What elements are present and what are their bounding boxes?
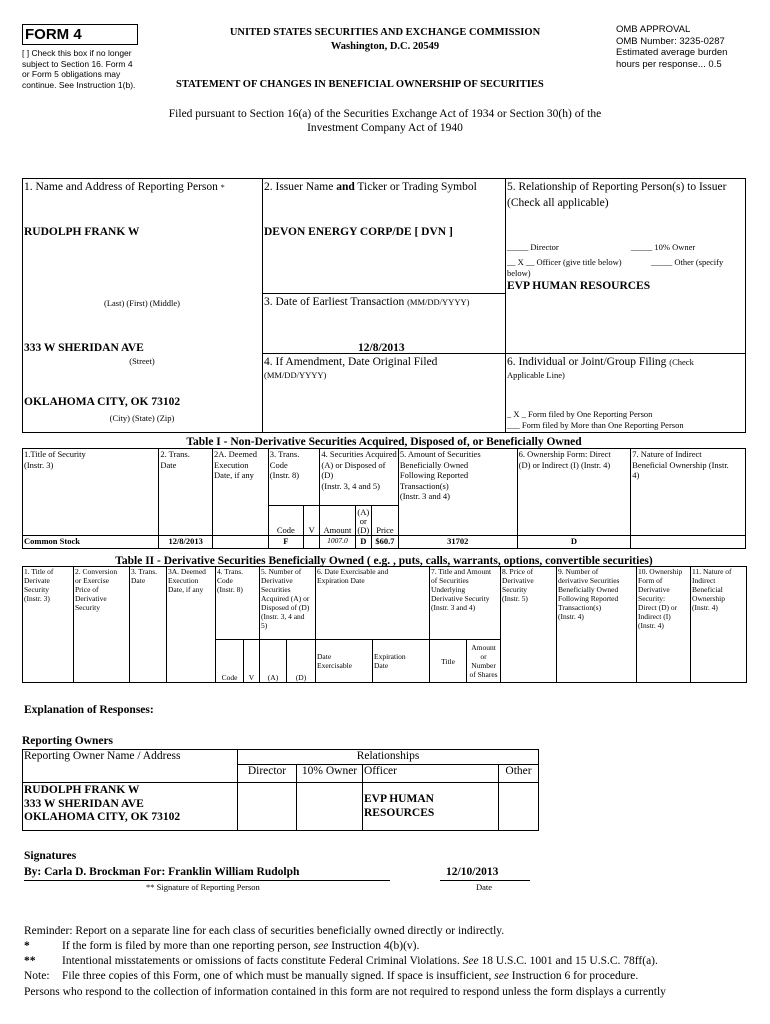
box3-label-small: (MM/DD/YYYY) <box>407 297 470 307</box>
filed-line: Filed pursuant to Section 16(a) of the Securities Exchange Act of 1934 or Section 30(h) of the <box>168 108 602 120</box>
row-amount: 1007.0 <box>320 536 355 549</box>
other-checkbox[interactable]: _____ Other (specify <box>651 257 724 267</box>
more-reporting-persons-option[interactable]: ___ Form filed by More than One Reporting Person <box>507 420 684 430</box>
table1-col-acquired-header: 4. Securities Acquired (A) or Disposed of (D) (Instr. 3, 4 and 5) <box>320 449 398 506</box>
table2-col-price-header: 8. Price of Derivative Security (Instr. 5) <box>501 567 557 683</box>
reporting-owners-heading: Reporting Owners <box>22 735 114 747</box>
box1-label-mark: * <box>220 183 225 192</box>
footer-star-text: If the form is filed by more than one reporting person, see Instruction 4(b)(v). <box>62 940 420 952</box>
signatures-heading: Signatures <box>24 850 77 862</box>
table2-col-date-header: 3. Trans. Date <box>130 567 167 683</box>
table2-sub-v: V <box>244 640 260 683</box>
row-code: F <box>268 536 303 549</box>
footer-note-text: File three copies of this Form, one of which must be manually signed. If space is insufficient, see Instruction 6 for procedure. <box>62 970 639 982</box>
table1-col-ownership-header: 6. Ownership Form: Direct (D) or Indirect (I) (Instr. 4) <box>517 449 631 536</box>
box2-label <box>264 181 504 195</box>
owner-officer: EVP HUMAN RESOURCES <box>363 783 499 831</box>
form-title: FORM 4 <box>25 26 82 43</box>
box3-label-text: 3. Date of Earliest Transaction <box>264 296 405 308</box>
signature-caption: ** Signature of Reporting Person <box>146 882 260 892</box>
box4-label: 4. If Amendment, Date Original Filed <box>264 356 438 368</box>
box1-label-text: 1. Name and Address of Reporting Person <box>24 181 218 193</box>
reporting-person-city: OKLAHOMA CITY, OK 73102 <box>24 396 181 408</box>
table-row <box>23 536 746 549</box>
check-box-note-line: or Form 5 obligations may <box>22 69 121 79</box>
reporting-person-name: RUDOLPH FRANK W <box>24 226 140 238</box>
box3-label <box>264 296 504 310</box>
footer-persons: Persons who respond to the collection of information contained in this form are not required to respond unless the form displays a currently <box>24 986 666 998</box>
reporting-owners-table <box>22 749 539 831</box>
table1-col-date-header: 2. Trans. Date <box>159 449 213 536</box>
box6-label-small-2: Applicable Line) <box>507 370 565 380</box>
issuer-name: DEVON ENERGY CORP/DE [ DVN ] <box>264 226 453 238</box>
row-owned: 31702 <box>398 536 517 549</box>
box2-label-c: Ticker or Trading Symbol <box>354 181 477 193</box>
check-box-note <box>22 48 157 90</box>
table2-col-nature-header: 11. Nature of Indirect Beneficial Ownership (Instr. 4) <box>691 567 747 683</box>
omb-line: Estimated average burden <box>616 47 728 58</box>
owners-col-other: Other <box>499 765 539 783</box>
table1-col-nature-header: 7. Nature of Indirect Beneficial Ownership (Instr. 4) <box>631 449 746 536</box>
box2-label-a: 2. Issuer Name <box>264 181 337 193</box>
table2-col-deemed-header: 3A. Deemed Execution Date, if any <box>167 567 216 683</box>
table2-sub-a: (A) <box>260 640 287 683</box>
table1-col-deemed-header: 2A. Deemed Execution Date, if any <box>213 449 269 536</box>
footer-reminder: Reminder: Report on a separate line for each class of securities beneficially owned directly or indirectly. <box>24 925 505 937</box>
table1-col-code-header: 3. Trans. Code (Instr. 8) <box>268 449 320 506</box>
footer-dstar-text: Intentional misstatements or omissions of facts constitute Federal Criminal Violations. See 18 U.S.C. 1001 and 15 U.S.C. 78ff(a). <box>62 955 658 967</box>
officer-checkbox[interactable]: __ X __ Officer (give title below) <box>507 257 622 267</box>
box1-label <box>24 181 260 195</box>
table2-col-title-header: 1. Title of Derivate Security (Instr. 3) <box>23 567 74 683</box>
box6-label-text: 6. Individual or Joint/Group Filing <box>507 356 667 368</box>
table1-title: Table I - Non-Derivative Securities Acquired, Disposed of, or Beneficially Owned <box>186 436 582 448</box>
statement-title: STATEMENT OF CHANGES IN BENEFICIAL OWNERSHIP OF SECURITIES <box>176 79 544 90</box>
officer-title: EVP HUMAN RESOURCES <box>507 280 651 292</box>
row-price: $60.7 <box>372 536 399 549</box>
row-v <box>303 536 320 549</box>
table2-sub-d: (D) <box>287 640 316 683</box>
hline <box>262 293 505 294</box>
signature-line <box>24 880 390 881</box>
director-checkbox[interactable]: _____ Director <box>507 242 559 252</box>
form-title-box <box>22 24 138 45</box>
table2-col-exercisable-header: 6. Date Exercisable and Expiration Date <box>316 567 430 640</box>
city-caption: (City) (State) (Zip) <box>109 413 175 423</box>
table1 <box>22 448 746 549</box>
check-box-note-line: subject to Section 16. Form 4 <box>22 58 133 69</box>
ten-percent-owner-checkbox[interactable]: _____ 10% Owner <box>631 242 696 252</box>
omb-line: OMB APPROVAL <box>616 24 691 35</box>
explanation-heading: Explanation of Responses: <box>24 704 154 716</box>
omb-line: OMB Number: 3235-0287 <box>616 35 725 47</box>
footer-note-mark: Note: <box>24 970 50 982</box>
row-nature <box>631 536 746 549</box>
signature-date: 12/10/2013 <box>446 866 499 878</box>
date-line <box>440 880 530 881</box>
footer-dstar-mark: ** <box>24 955 36 967</box>
box4-label-small: (MM/DD/YYYY) <box>264 370 327 380</box>
vline <box>505 178 506 433</box>
agency-name: UNITED STATES SECURITIES AND EXCHANGE COMMISSION <box>229 27 541 38</box>
row-ownership-form: D <box>517 536 631 549</box>
hline <box>262 353 746 354</box>
one-reporting-person-option[interactable]: _ X _ Form filed by One Reporting Person <box>507 409 653 419</box>
date-caption: Date <box>476 882 493 892</box>
table-row <box>23 783 539 831</box>
box5-label <box>507 181 747 210</box>
box6-label <box>507 356 747 370</box>
reporting-person-street: 333 W SHERIDAN AVE <box>24 342 144 354</box>
table2-sub-code: Code <box>216 640 244 683</box>
owner-ten-pct <box>297 783 363 831</box>
owner-director <box>238 783 297 831</box>
check-box-note-line: continue. See Instruction 1(b). <box>22 79 136 90</box>
vline <box>262 178 263 433</box>
check-box-note-line: [ ] Check this box if no longer <box>22 48 132 58</box>
owners-col-ten-pct: 10% Owner <box>297 765 363 783</box>
omb-line: hours per response... 0.5 <box>616 58 722 70</box>
filed-line: Investment Company Act of 1940 <box>307 121 463 134</box>
table2 <box>22 566 747 683</box>
owners-col-relationships: Relationships <box>238 750 539 765</box>
street-caption: (Street) <box>129 356 155 366</box>
signature-by: By: Carla D. Brockman For: Franklin William Rudolph <box>24 866 300 878</box>
earliest-transaction-date: 12/8/2013 <box>358 342 405 354</box>
omb-approval <box>616 24 756 70</box>
footer-star-mark: * <box>24 940 30 952</box>
other-specify-below: below) <box>507 268 531 278</box>
table2-col-code-header: 4. Trans. Code (Instr. 8) <box>216 567 260 640</box>
owners-col-officer: Officer <box>363 765 499 783</box>
table2-title: Table II - Derivative Securities Beneficially Owned ( e.g. , puts, calls, warrants, options, convertible securities) <box>115 555 653 567</box>
owners-col-name: Reporting Owner Name / Address <box>23 750 238 783</box>
filed-pursuant <box>100 108 670 135</box>
table2-sub-title: Title <box>430 640 467 683</box>
row-trans-date: 12/8/2013 <box>159 536 213 549</box>
name-caption: (Last) (First) (Middle) <box>103 298 180 308</box>
row-deemed-date <box>213 536 269 549</box>
table1-sub-code: Code <box>268 506 303 536</box>
table2-col-owned-header: 9. Number of derivative Securities Beneficially Owned Following Reported Transaction(s) (Instr. 4) <box>557 567 637 683</box>
table2-sub-expiration: Expiration Date <box>373 640 430 683</box>
table2-sub-amount: Amount or Number of Shares <box>467 640 501 683</box>
box5-label-line: 5. Relationship of Reporting Person(s) to Issuer <box>507 181 727 193</box>
agency-location: Washington, D.C. 20549 <box>330 41 440 52</box>
table1-col-title-header: 1.Title of Security (Instr. 3) <box>23 449 159 536</box>
table2-col-underlying-header: 7. Title and Amount of Securities Underlying Derivative Security (Instr. 3 and 4) <box>430 567 501 640</box>
table1-sub-v: V <box>303 506 320 536</box>
box6-label-small: (Check <box>669 357 694 367</box>
row-aod: D <box>355 536 372 549</box>
owner-other <box>499 783 539 831</box>
owner-name-address: RUDOLPH FRANK W 333 W SHERIDAN AVE OKLAHOMA CITY, OK 73102 <box>23 783 238 831</box>
table1-col-amount-header: 5. Amount of Securities Beneficially Owned Following Reported Transaction(s) (Instr. 3 and 4) <box>398 449 517 536</box>
table1-sub-price: Price <box>372 506 399 536</box>
table1-sub-amount: Amount <box>320 506 355 536</box>
table2-col-conversion-header: 2. Conversion or Exercise Price of Derivative Security <box>74 567 130 683</box>
box5-label-line: (Check all applicable) <box>507 196 609 209</box>
row-security-title: Common Stock <box>23 536 159 549</box>
table2-sub-date-exercisable: Date Exercisable <box>316 640 373 683</box>
box2-label-b: and <box>336 181 355 193</box>
table2-col-number-header: 5. Number of Derivative Securities Acquired (A) or Disposed of (D) (Instr. 3, 4 and 5) <box>260 567 316 640</box>
table1-sub-aod: (A) or (D) <box>355 506 372 536</box>
table2-col-ownership-header: 10. Ownership Form of Derivative Security: Direct (D) or Indirect (I) (Instr. 4) <box>637 567 691 683</box>
owners-col-director: Director <box>238 765 297 783</box>
